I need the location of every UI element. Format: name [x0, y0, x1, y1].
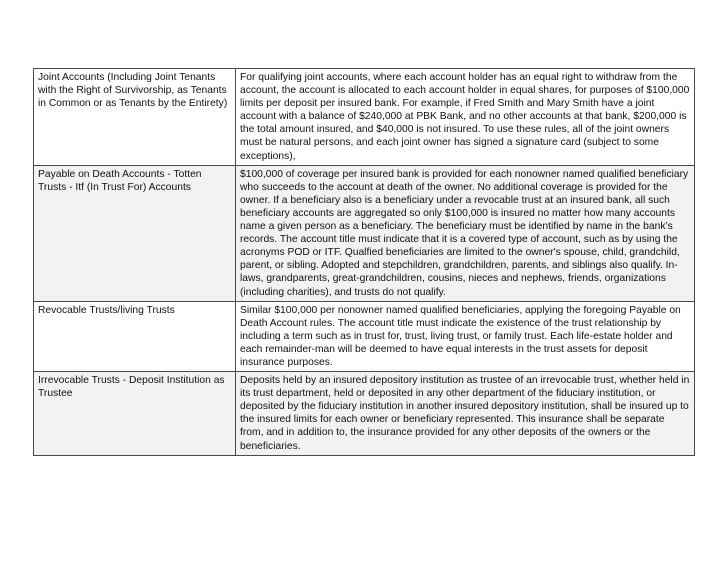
table-row [34, 165, 695, 301]
account-type-cell: Joint Accounts (Including Joint Tenants with the Right of Survivorship, as Tenants in Common or as Tenants by the Entirety) [34, 69, 236, 166]
table-row [34, 301, 695, 371]
account-type-cell: Irrevocable Trusts - Deposit Institution as Trustee [34, 372, 236, 456]
account-type-cell: Payable on Death Accounts - Totten Trusts - Itf (In Trust For) Accounts [34, 165, 236, 301]
coverage-description-cell: $100,000 of coverage per insured bank is provided for each nonowner named qualified beneficiary who succeeds to the account at death of the owner. No additional coverage is provided for the owner. If a beneficiary also is a beneficiary under a revocable trust at an insured bank, all such beneficiary accounts are aggregated so only $100,000 is insured no matter how many accounts name a given person as a beneficiary. The beneficiary must be identified by name in the bank’s records. The account title must indicate that it is a covered type of account, such as by using the acronyms POD or ITF. Qualfied beneficiaries are limited to the owner's spouse, child, grandchild, parent, or sibling. Adopted and stepchildren, grandchildren, parents, and siblings also qualify. In-laws, grandparents, great-grandchildren, cousins, nieces and nephews, friends, organizations (including charities), and trusts do not qualify. [236, 165, 695, 301]
coverage-description-cell: For qualifying joint accounts, where each account holder has an equal right to withdraw from the account, the account is allocated to each account holder in equal shares, for purposes of $100,000 limits per deposit per insured bank. For example, if Fred Smith and Mary Smith have a joint account with a balance of $240,000 at PBK Bank, and no other accounts at that bank, $200,000 is the total amount insured, and $40,000 is not insured. To use these rules, all of the joint owners must be natural persons, and each joint owner has signed a signature card (subject to some exceptions), [236, 69, 695, 166]
account-type-cell: Revocable Trusts/living Trusts [34, 301, 236, 371]
coverage-description-cell: Similar $100,000 per nonowner named qualified beneficiaries, applying the foregoing Payable on Death Account rules. The account title must indicate the existence of the trust relationship by including a term such as in trust for, trust, living trust, or family trust. Each life-estate holder and each remainder-man will be deemed to have equal interests in the trust assets for deposit insurance purposes. [236, 301, 695, 371]
deposit-insurance-table [33, 68, 695, 456]
table-row [34, 372, 695, 456]
table-row [34, 69, 695, 166]
coverage-description-cell: Deposits held by an insured depository institution as trustee of an irrevocable trust, whether held in its trust department, held or deposited in any other department of the fiduciary institution, or deposited by the fiduciary institution in another insured depository institution, shall be insured up to the insured limits for each owner or beneficiary represented. This insurance shall be separate from, and in addition to, the insurance provided for any other deposits of the owners or the beneficiaries. [236, 372, 695, 456]
